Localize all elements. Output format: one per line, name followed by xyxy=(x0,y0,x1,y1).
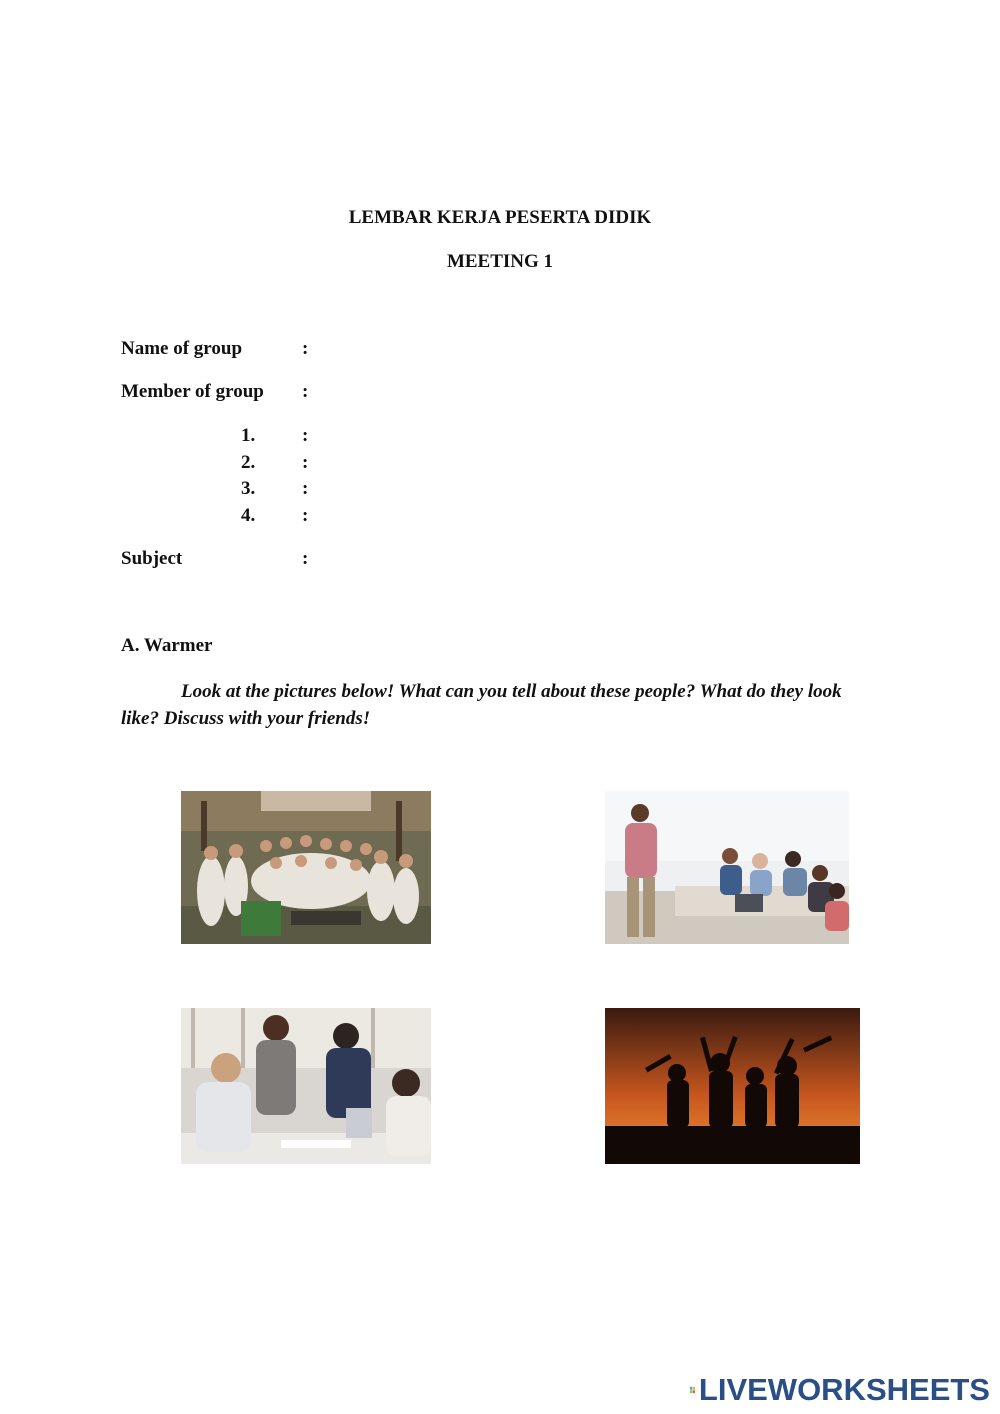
colon: : xyxy=(302,452,309,473)
colon: : xyxy=(302,338,309,359)
colon: : xyxy=(302,381,309,402)
colon: : xyxy=(302,548,309,569)
colon: : xyxy=(302,478,309,499)
photo-teacher-students-icon xyxy=(605,791,849,944)
brand-name: LIVEWORKSHEETS xyxy=(698,1372,990,1407)
worksheet-title: LEMBAR KERJA PESERTA DIDIK xyxy=(348,207,652,228)
section-a-heading: A. Warmer xyxy=(121,635,213,656)
office-team-photo xyxy=(181,1008,431,1164)
colon: : xyxy=(302,505,309,526)
photo-silhouette-celebrating-icon xyxy=(605,1008,860,1164)
member-2-input[interactable] xyxy=(322,451,846,477)
subject-input[interactable] xyxy=(322,547,846,575)
member-number-3: 3. xyxy=(241,478,256,499)
member-number-2: 2. xyxy=(241,452,256,473)
classroom-photo xyxy=(605,791,849,944)
photo-family-gathering-icon xyxy=(181,791,431,944)
liveworksheets-icon xyxy=(690,1377,695,1403)
liveworksheets-logo xyxy=(690,1372,990,1408)
member-4-input[interactable] xyxy=(322,504,846,530)
member-1-input[interactable] xyxy=(322,424,846,450)
warmer-instruction: Look at the pictures below! What can you tell about these people? What do they look like? Discuss with your friends! xyxy=(121,681,842,729)
sunset-friends-photo xyxy=(605,1008,860,1164)
name-of-group-input[interactable] xyxy=(322,337,846,365)
name-of-group-label: Name of group xyxy=(121,338,243,359)
meeting-title: MEETING 1 xyxy=(446,251,554,272)
photo-coworkers-meeting-icon xyxy=(181,1008,431,1164)
subject-label: Subject xyxy=(121,548,183,569)
member-number-1: 1. xyxy=(241,425,256,446)
member-of-group-label: Member of group xyxy=(121,381,264,402)
family-group-photo xyxy=(181,791,431,944)
member-3-input[interactable] xyxy=(322,477,846,503)
colon: : xyxy=(302,425,309,446)
member-number-4: 4. xyxy=(241,505,256,526)
